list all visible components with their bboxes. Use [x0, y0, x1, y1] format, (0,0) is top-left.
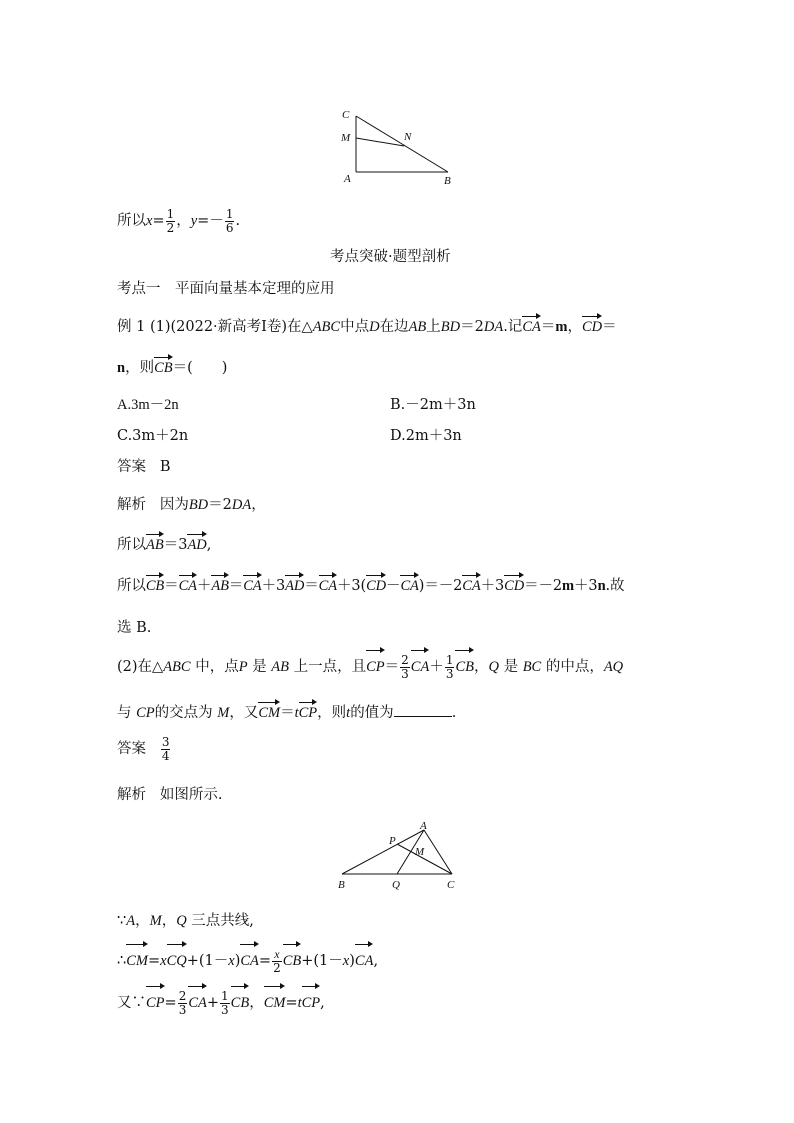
- fig2-label-b: B: [338, 879, 345, 891]
- fig2-label-a: A: [420, 820, 427, 832]
- example1-line2: n，则CB＝( ): [117, 360, 228, 376]
- section-title: 考点突破·题型剖析: [330, 249, 451, 265]
- answer-blank[interactable]: [394, 702, 452, 717]
- jiexi1-line4: 选 B.: [117, 620, 152, 636]
- figure-triangle-abc: [334, 818, 464, 892]
- fig2-label-p: P: [389, 835, 396, 847]
- answer2: 答案 $\frac{3}{4}$: [117, 734, 170, 763]
- fig1-label-a: A: [344, 173, 351, 185]
- figure-triangle-cab: [338, 106, 458, 188]
- fig1-label-b: B: [444, 175, 451, 187]
- fig1-label-m: M: [341, 132, 351, 144]
- option-d[interactable]: D.2m＋3n: [390, 428, 462, 444]
- jiexi1-line2: 所以AB＝3AD,: [117, 537, 212, 553]
- fig1-label-n: N: [404, 131, 412, 143]
- proof-line2: ∴CM=xCQ+(1－x)CA= $\frac{x}{2}$ CB+(1－x)CA,: [117, 946, 379, 975]
- proof-line1: ∵A，M，Q 三点共线,: [117, 913, 254, 929]
- answer1: 答案 B: [117, 459, 171, 475]
- part2-line2: 与 CP的交点为 M，又CM＝tCP，则t的值为 .: [117, 702, 456, 722]
- fig2-label-m: M: [415, 846, 425, 858]
- fig2-label-c: C: [447, 879, 455, 891]
- jiexi1-line3: 所以CB＝CA＋AB＝CA＋3AD＝CA＋3(CD－CA)＝－2CA＋3CD＝－2m＋3n.故: [117, 578, 625, 594]
- jiexi2: 解析 如图所示.: [117, 787, 223, 803]
- proof-line3: 又∵CP= $\frac{2}{3}$ CA+ $\frac{1}{3}$ CB，CM=tCP,: [117, 988, 325, 1017]
- option-a[interactable]: A.3m－2n: [117, 397, 179, 413]
- part2-line1: (2)在△ABC 中，点P 是 AB 上一点，且CP＝ $\frac{2}{3}$ CA＋ $\frac{1}{3}$ CB，Q 是 BC 的中点，AQ: [117, 652, 624, 681]
- kaodian-heading: 考点一 平面向量基本定理的应用: [117, 281, 335, 297]
- result-line: 所以x= $\frac{1}{2}$ ，y=－ $\frac{1}{6}$ .: [117, 206, 241, 235]
- jiexi1-line1: 解析 因为BD＝2DA，: [117, 497, 266, 513]
- fig2-label-q: Q: [392, 879, 400, 891]
- example1-line1: 例 1 (1)(2022·新高考Ⅰ卷)在△ABC中点D在边AB上BD＝2DA.记CA＝m，CD＝: [117, 319, 617, 335]
- fig1-label-c: C: [342, 109, 350, 121]
- option-c[interactable]: C.3m＋2n: [117, 428, 189, 444]
- option-b[interactable]: B.－2m＋3n: [390, 397, 476, 413]
